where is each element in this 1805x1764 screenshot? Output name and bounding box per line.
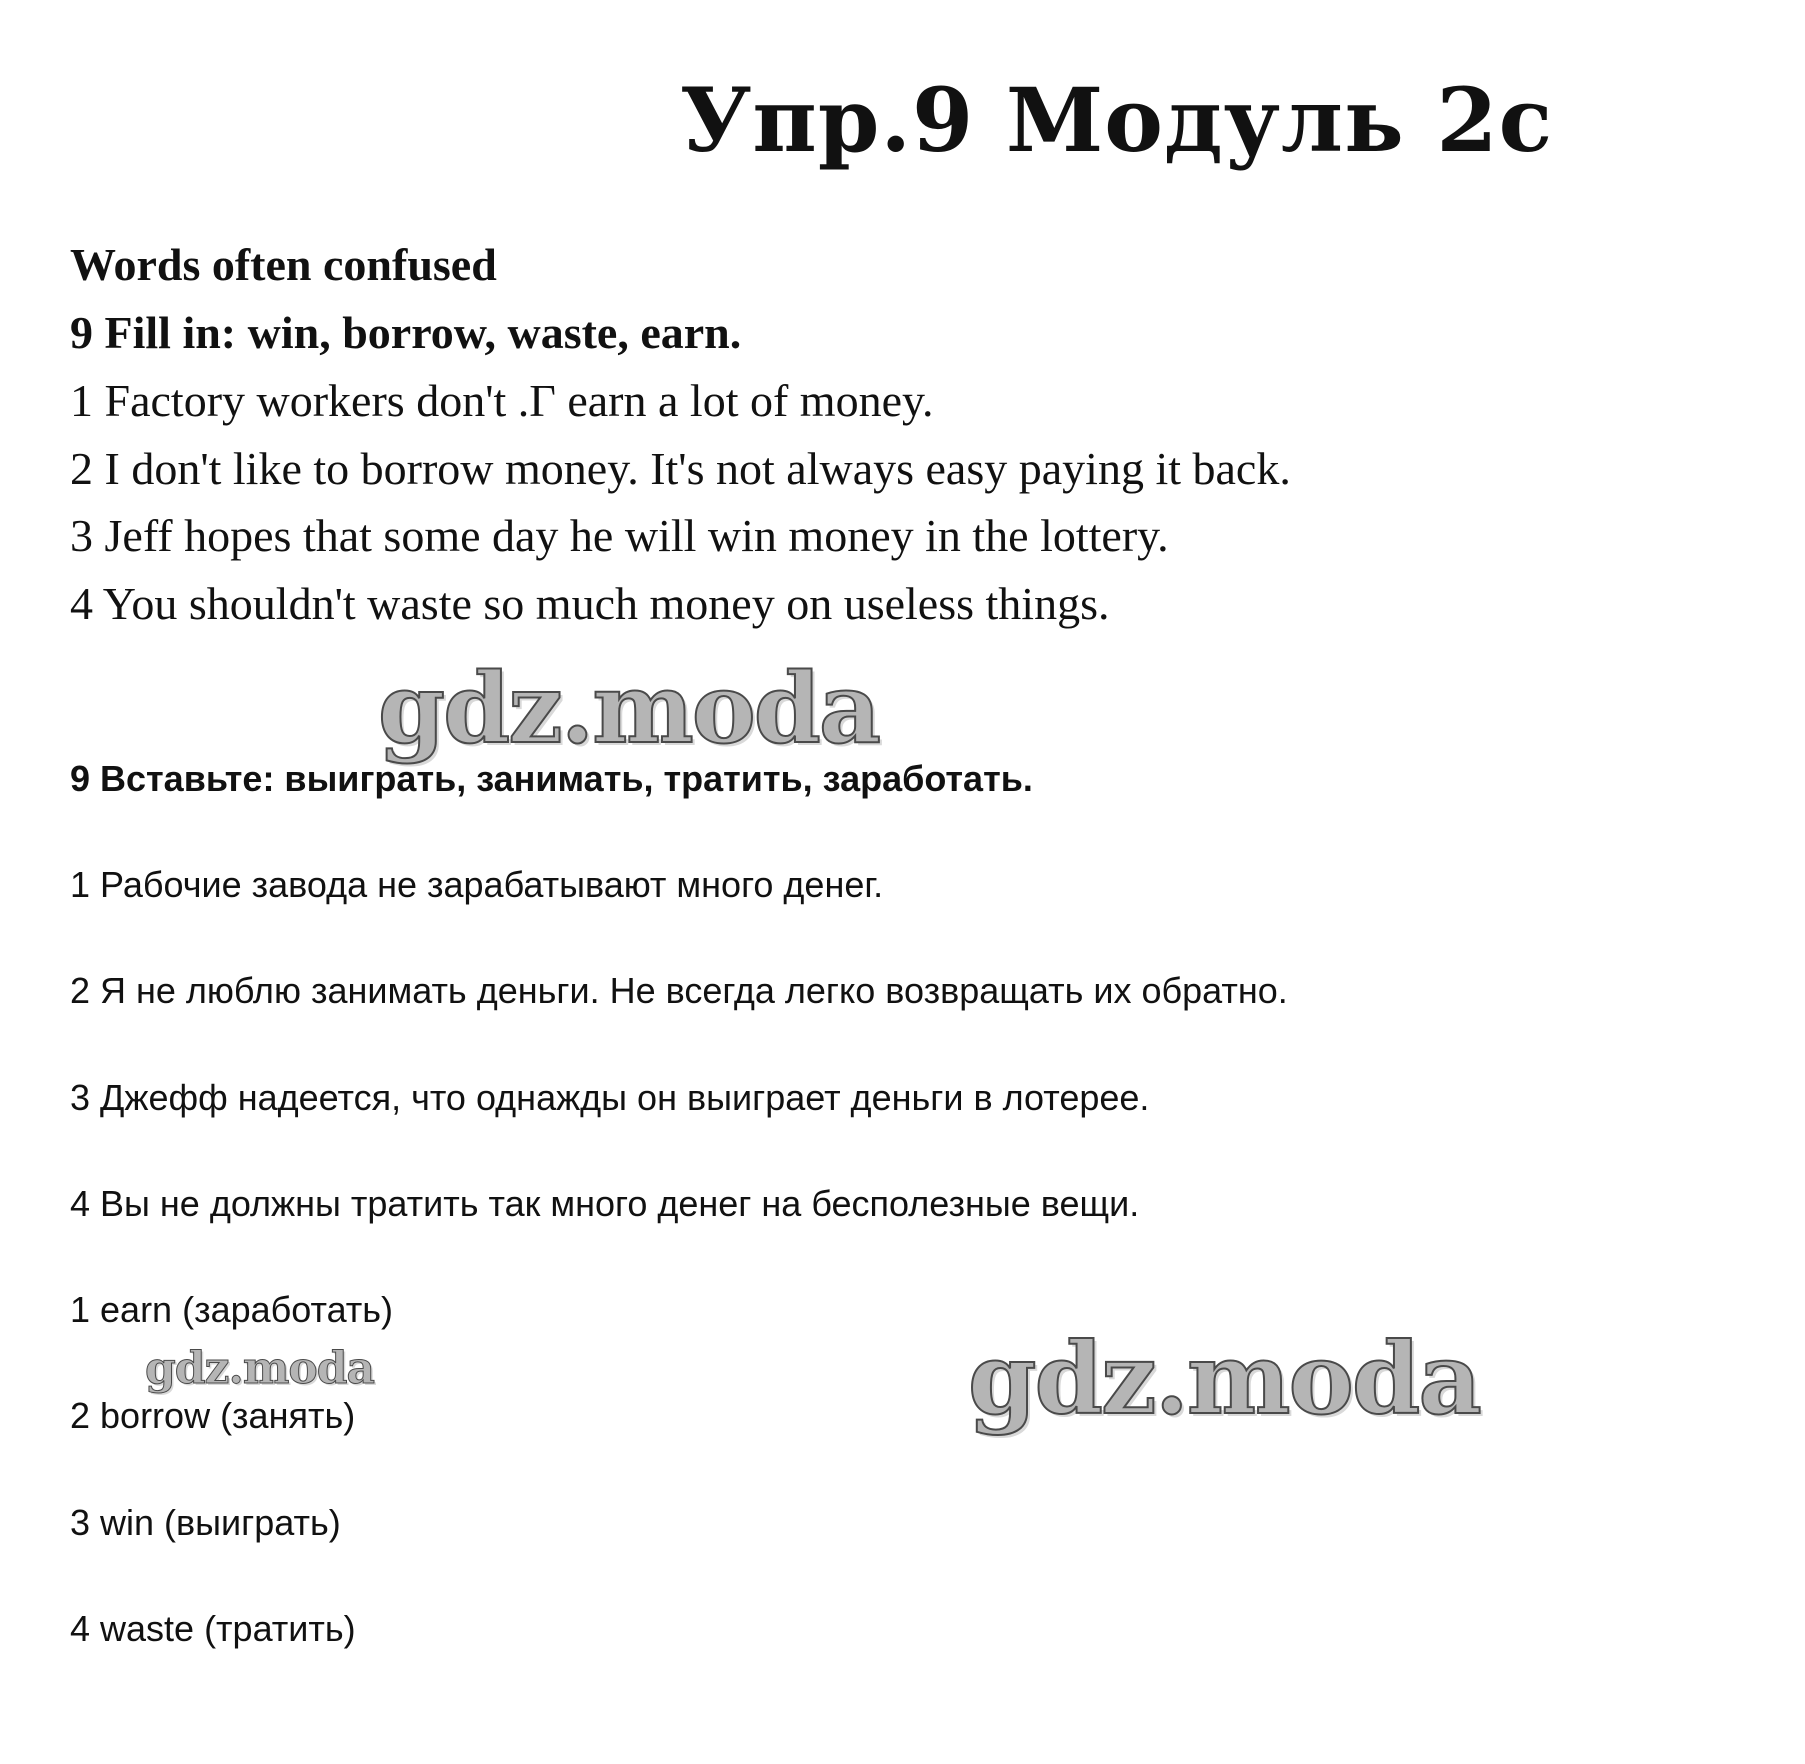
english-sentence-3: 3 Jeff hopes that some day he will win money in the lottery. <box>70 510 1169 561</box>
watermark-logo: gdz.moda <box>378 652 880 765</box>
page-title: Упр.9 Модуль 2с <box>680 68 1554 172</box>
english-section-heading: Words often confused <box>70 239 497 290</box>
english-task-instruction: 9 Fill in: win, borrow, waste, earn. <box>70 307 742 358</box>
russian-sentence-4: 4 Вы не должны тратить так много денег на бесполезные вещи. <box>70 1183 1140 1224</box>
watermark-logo: gdz.moda <box>968 1322 1480 1437</box>
answer-3: 3 win (выиграть) <box>70 1502 341 1543</box>
russian-sentence-1: 1 Рабочие завода не зарабатывают много денег. <box>70 864 884 905</box>
watermark-logo: gdz.moda <box>145 1343 375 1394</box>
english-sentence-2: 2 I don't like to borrow money. It's not always easy paying it back. <box>70 443 1291 494</box>
russian-sentence-2: 2 Я не люблю занимать деньги. Не всегда легко возвращать их обратно. <box>70 970 1288 1011</box>
answer-2: 2 borrow (занять) <box>70 1395 356 1436</box>
english-sentence-4: 4 You shouldn't waste so much money on useless things. <box>70 578 1110 629</box>
answer-4: 4 waste (тратить) <box>70 1608 356 1649</box>
russian-sentence-3: 3 Джефф надеется, что однажды он выиграет деньги в лотерее. <box>70 1077 1150 1118</box>
answer-1: 1 earn (заработать) <box>70 1289 394 1330</box>
russian-task-instruction: 9 Вставьте: выиграть, занимать, тратить, заработать. <box>70 758 1033 799</box>
english-sentence-1: 1 Factory workers don't .Г earn a lot of money. <box>70 375 934 426</box>
